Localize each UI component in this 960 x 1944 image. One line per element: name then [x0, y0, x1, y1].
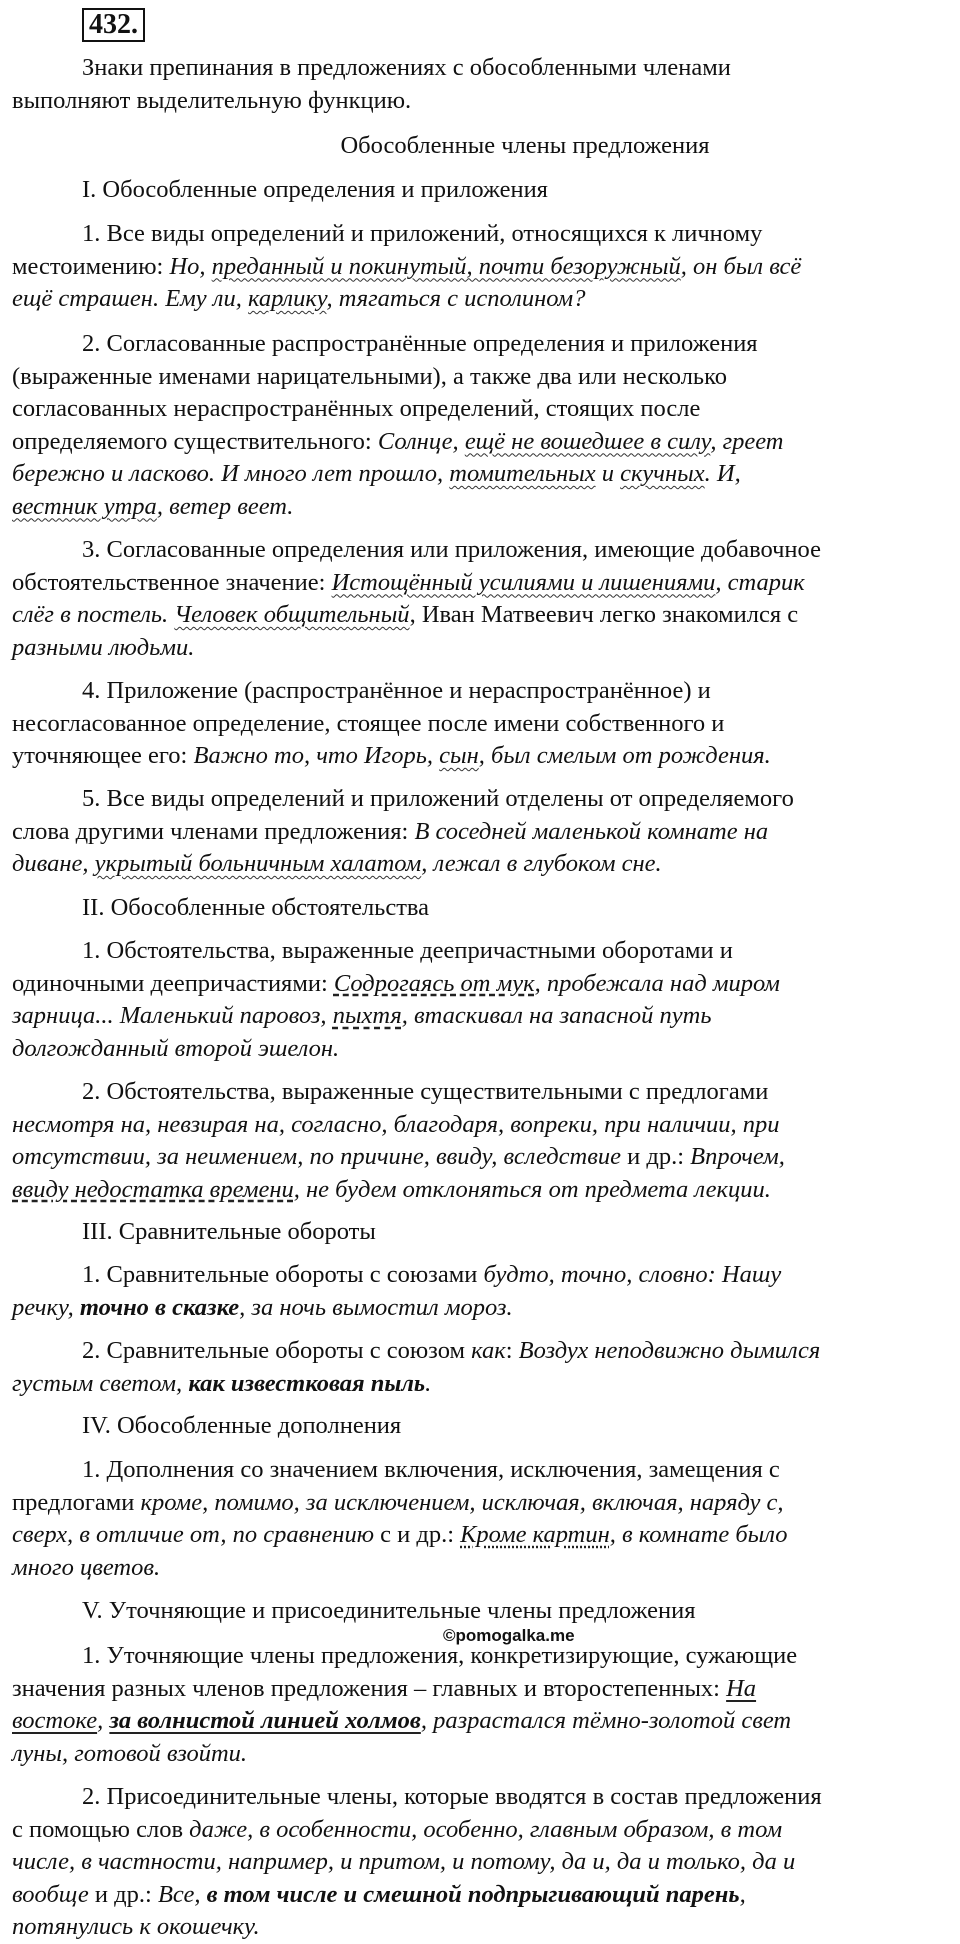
rule-1-5 [12, 783, 947, 881]
text-run: скучных [620, 460, 705, 487]
text-run: ещё не вошедшее в силу [464, 427, 711, 455]
text-run: , тягаться с исполином? [326, 285, 586, 312]
text-run: за волнистой линией холмов [109, 1707, 421, 1734]
text-run: несмотря на, невзирая на, согласно, благодаря, вопреки, при наличии, при [12, 1110, 780, 1138]
text-line [12, 1781, 947, 1814]
text-run: Воздух неподвижно дымился [518, 1337, 821, 1364]
text-line [12, 361, 947, 394]
text-run: 4. Приложение (распространённое и нераспространённое) и [82, 677, 711, 704]
text-run: обстоятельственное значение: [12, 568, 332, 596]
rule-4-1 [12, 1454, 947, 1584]
exercise-number: 432. [82, 8, 145, 42]
text-run: , в комнате было [609, 1521, 788, 1548]
text-line [12, 968, 947, 1001]
text-line [12, 1673, 947, 1706]
text-run: 1. Уточняющие члены предложения, конкретизирующие, сужающие [82, 1642, 798, 1669]
rule-1-4 [12, 675, 947, 773]
rule-5-2 [12, 1781, 947, 1944]
text-run: карлику [248, 285, 327, 312]
text-run: будто, точно, словно: Нашу [483, 1261, 782, 1288]
text-line [12, 393, 947, 426]
text-line [12, 1000, 947, 1033]
text-run: выполняют выделительную функцию. [12, 86, 412, 114]
text-run: зарница... Маленький паровоз, [12, 1002, 333, 1029]
text-run: луны, готовой взойти. [12, 1739, 248, 1767]
rule-1-2 [12, 328, 947, 523]
text-run: ввиду недостатка времени [12, 1175, 294, 1203]
text-line [12, 1640, 947, 1673]
text-run: , лежал в глубоком сне. [421, 850, 662, 877]
text-run: , греет [710, 427, 784, 455]
rule-3-1 [12, 1259, 947, 1324]
text-line [12, 1368, 947, 1401]
text-run: как [471, 1337, 506, 1364]
text-run: Человек общительный [174, 601, 410, 628]
text-run: , втаскивал на запасной путь [401, 1002, 712, 1029]
text-line [12, 1109, 947, 1142]
rule-2-1 [12, 935, 947, 1065]
text-line [12, 1487, 947, 1520]
page-title: Обособленные члены предложения [340, 132, 710, 159]
text-line [12, 567, 947, 600]
text-line [12, 1076, 947, 1109]
text-line [12, 740, 947, 773]
text-run: много цветов. [12, 1553, 161, 1581]
text-line [12, 251, 947, 284]
text-line [12, 599, 947, 632]
text-run: пыхтя [332, 1002, 402, 1029]
text-run: сверх, в отличие от, по сравнению [12, 1521, 374, 1548]
text-run: с и др.: [374, 1521, 461, 1548]
text-run: Содрогаясь от мук [333, 969, 535, 997]
text-run: , пробежала над миром [534, 969, 780, 997]
text-run: Впрочем, [690, 1143, 785, 1170]
rule-1-1 [12, 218, 947, 316]
text-line [12, 283, 947, 316]
text-run: отсутствии, за неимением, по причине, ввиду, вследствие [12, 1143, 621, 1170]
text-run: (выраженные именами нарицательными), а также два или несколько [12, 362, 727, 390]
intro-paragraph [12, 52, 947, 117]
text-run [188, 1370, 425, 1397]
text-run: даже, в особенности, особенно, главным образом, в том [189, 1815, 783, 1843]
rule-3-2 [12, 1335, 947, 1400]
text-run: 1. Все виды определений и приложений, относящихся к личному [82, 220, 763, 247]
text-run: Знаки препинания в предложениях с обособленными членами [82, 54, 731, 81]
text-run: кроме, помимо, за исключением, исключая, включая, наряду с, [140, 1488, 784, 1516]
text-line [12, 458, 947, 491]
text-run: несогласованное определение, стоящее после имени собственного и [12, 709, 725, 737]
rule-5-1 [12, 1640, 947, 1770]
text-run: согласованных нераспространённых определений, стоящих после [12, 395, 701, 422]
text-run: , он был всё [680, 252, 802, 280]
text-run: Кроме картин [460, 1521, 610, 1548]
text-run: 2. Сравнительные обороты с союзом [82, 1337, 472, 1364]
text-line [12, 1454, 947, 1487]
text-run: Солнце, [377, 427, 465, 455]
text-run: разными людьми. [12, 633, 195, 661]
text-run: укрытый больничным халатом [94, 850, 422, 877]
section-heading-4: IV. Обособленные дополнения [82, 1412, 402, 1439]
text-line [12, 328, 947, 361]
text-run: : [505, 1337, 519, 1364]
text-line [12, 1738, 947, 1771]
text-run: густым светом, [12, 1369, 189, 1397]
text-line [12, 935, 947, 968]
text-line [12, 1519, 947, 1552]
text-run: преданный и покинутый, почти безоружный [211, 252, 681, 280]
text-run: числе, в частности, например, и притом, и потому, да и, да и только, да и [12, 1848, 796, 1875]
text-line [12, 1705, 947, 1738]
text-line [12, 218, 947, 251]
text-line [12, 1292, 947, 1325]
text-line [12, 1335, 947, 1368]
text-run: определяемого существительного: [12, 427, 378, 455]
text-line [12, 816, 947, 849]
text-line [12, 632, 947, 665]
text-run: На [726, 1674, 757, 1702]
text-run: 5. Все виды определений и приложений отделены от определяемого [82, 785, 794, 812]
text-run: как известковая пыль [188, 1369, 426, 1397]
text-line [12, 1814, 947, 1847]
text-line [12, 1174, 947, 1207]
text-line [12, 1033, 947, 1066]
text-run: значения разных членов предложения – главных и второстепенных: [12, 1674, 727, 1702]
text-run: , [739, 1880, 746, 1908]
text-line [12, 534, 947, 567]
text-line [12, 1846, 947, 1879]
text-run: 1. Дополнения со значением включения, исключения, замещения с [82, 1456, 780, 1483]
text-line [12, 1911, 947, 1944]
text-run: потянулись к окошечку. [12, 1913, 260, 1940]
text-run: 2. Присоединительные члены, которые вводятся в состав предложения [82, 1783, 822, 1810]
text-line [12, 1141, 947, 1174]
text-run: востоке [12, 1707, 98, 1734]
watermark: ©pomogalka.me [443, 1626, 575, 1645]
text-run: Все, [157, 1880, 207, 1908]
text-run: одиночными деепричастиями: [12, 969, 334, 997]
text-run: предлогами [12, 1488, 141, 1516]
text-line [12, 1879, 947, 1912]
text-run: 1. Обстоятельства, выраженные деепричастными оборотами и [82, 937, 733, 964]
rule-1-3 [12, 534, 947, 664]
text-line [12, 491, 947, 524]
text-line [12, 426, 947, 459]
text-run: . И, [704, 460, 741, 487]
text-run: В соседней маленькой комнате на [414, 817, 769, 845]
text-run [80, 1294, 239, 1321]
text-run: , Иван Матвеевич легко знакомился с [409, 601, 799, 628]
text-run: бережно и ласково. И много лет прошло, [12, 460, 450, 487]
text-run: слёг в постель. [12, 601, 175, 628]
text-run: ещё страшен. Ему ли, [12, 285, 248, 312]
text-line [12, 783, 947, 816]
text-run: речку, [12, 1293, 80, 1321]
section-heading-2: II. Обособленные обстоятельства [82, 894, 430, 921]
text-line [12, 1259, 947, 1292]
text-run: 3. Согласованные определения или приложения, имеющие добавочное [82, 536, 821, 563]
text-run: с помощью слов [12, 1815, 190, 1843]
text-run: диване, [12, 850, 95, 877]
text-run: уточняющее его: [12, 742, 194, 769]
text-run: . [425, 1369, 432, 1397]
text-line [12, 1552, 947, 1585]
text-run: , старик [715, 568, 805, 596]
text-run: местоимению: [12, 252, 170, 280]
text-line [12, 675, 947, 708]
text-run: 2. Обстоятельства, выраженные существительными с предлогами [82, 1078, 769, 1105]
text-run: в том числе и смешной подпрыгивающий парень [206, 1880, 740, 1908]
text-run [109, 1707, 421, 1734]
text-line [12, 848, 947, 881]
text-run: вообще [12, 1880, 89, 1908]
text-run: вестник утра [12, 492, 157, 520]
text-run: , [97, 1707, 110, 1734]
text-line [12, 708, 947, 741]
text-run: слова другими членами предложения: [12, 817, 415, 845]
text-run: сын [439, 742, 479, 769]
text-run: Но, [169, 252, 212, 280]
text-run: , ветер веет. [156, 492, 294, 520]
section-heading-1: I. Обособленные определения и приложения [82, 176, 548, 203]
section-heading-5: V. Уточняющие и присоединительные члены предложения [82, 1597, 696, 1624]
text-run: и др.: [621, 1143, 691, 1170]
text-run: , не будем отклоняться от предмета лекции. [293, 1175, 771, 1203]
text-run: и [595, 460, 621, 487]
text-run: Важно то, что Игорь, [193, 742, 440, 769]
text-run: точно в сказке [79, 1293, 240, 1321]
text-run: томительных [449, 460, 596, 487]
rule-2-2 [12, 1076, 947, 1206]
text-run: , разрастался тёмно-золотой свет [420, 1707, 792, 1734]
text-run: 1. Сравнительные обороты с союзами [82, 1261, 484, 1288]
text-run: Истощённый усилиями и лишениями [331, 568, 716, 596]
text-run [207, 1881, 740, 1908]
text-run: долгожданный второй эшелон. [12, 1034, 340, 1062]
section-heading-3: III. Сравнительные обороты [82, 1218, 376, 1245]
text-run: 2. Согласованные распространённые определения и приложения [82, 330, 758, 357]
text-run: , за ночь вымостил мороз. [239, 1293, 513, 1321]
text-run: , был смелым от рождения. [478, 742, 771, 769]
text-run: и др.: [88, 1880, 158, 1908]
